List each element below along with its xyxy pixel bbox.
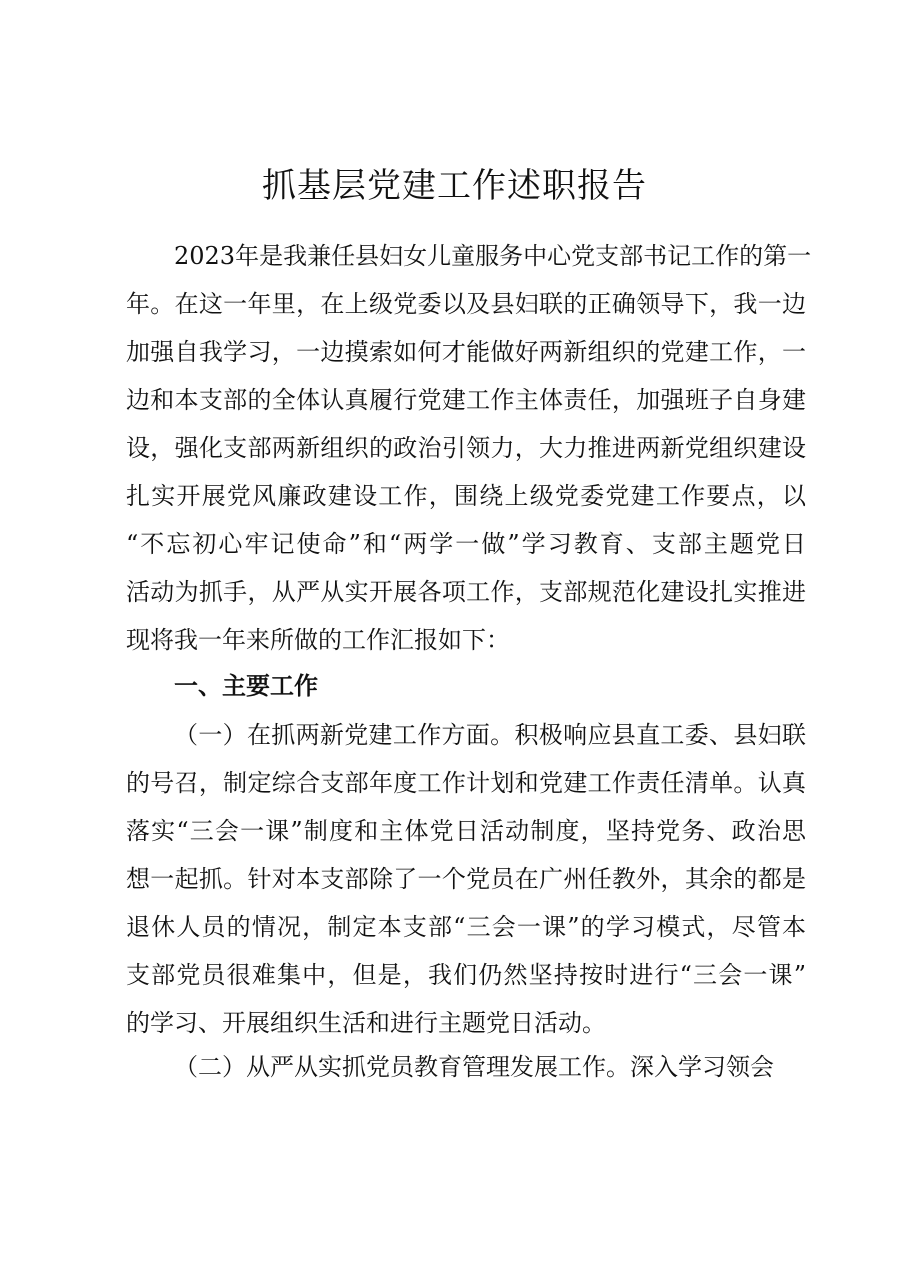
paragraph-line: （二）从严从实抓党员教育管理发展工作。深入学习领会 <box>174 1053 774 1081</box>
paragraph-line: “不忘初心牢记使命”和“两学一做”学习教育、支部主题党日 <box>126 530 806 558</box>
paragraph-line: 加强自我学习，一边摸索如何才能做好两新组织的党建工作，一 <box>126 338 806 366</box>
paragraph-line: 边和本支部的全体认真履行党建工作主体责任，加强班子自身建 <box>126 386 806 414</box>
paragraph-line: 2023年是我兼任县妇女儿童服务中心党支部书记工作的第一 <box>174 242 812 270</box>
paragraph-line: （一）在抓两新党建工作方面。积极响应县直工委、县妇联 <box>174 721 806 749</box>
section-heading: 一、主要工作 <box>174 672 318 700</box>
paragraph-line: 的号召，制定综合支部年度工作计划和党建工作责任清单。认真 <box>126 769 806 797</box>
paragraph-line: 落实“三会一课”制度和主体党日活动制度，坚持党务、政治思 <box>126 817 806 845</box>
paragraph-line: 扎实开展党风廉政建设工作，围绕上级党委党建工作要点，以 <box>126 482 806 510</box>
paragraph-line: 的学习、开展组织生活和进行主题党日活动。 <box>126 1009 606 1037</box>
paragraph-line: 退休人员的情况，制定本支部“三会一课”的学习模式，尽管本 <box>126 913 806 941</box>
paragraph-line: 年。在这一年里，在上级党委以及县妇联的正确领导下，我一边 <box>126 290 806 318</box>
paragraph-line: 活动为抓手，从严从实开展各项工作，支部规范化建设扎实推进 <box>126 578 806 606</box>
paragraph-line: 现将我一年来所做的工作汇报如下： <box>126 626 510 654</box>
paragraph-section1-item1 <box>126 711 806 1047</box>
paragraph-line: 支部党员很难集中，但是，我们仍然坚持按时进行“三会一课” <box>126 961 806 989</box>
paragraph-line: 想一起抓。针对本支部除了一个党员在广州任教外，其余的都是 <box>126 865 806 893</box>
paragraph-section1-item2 <box>126 1043 806 1091</box>
paragraph-line: 设，强化支部两新组织的政治引领力，大力推进两新党组织建设 <box>126 434 806 462</box>
paragraph-intro <box>126 232 812 664</box>
document-title: 抓基层党建工作述职报告 <box>262 166 647 206</box>
